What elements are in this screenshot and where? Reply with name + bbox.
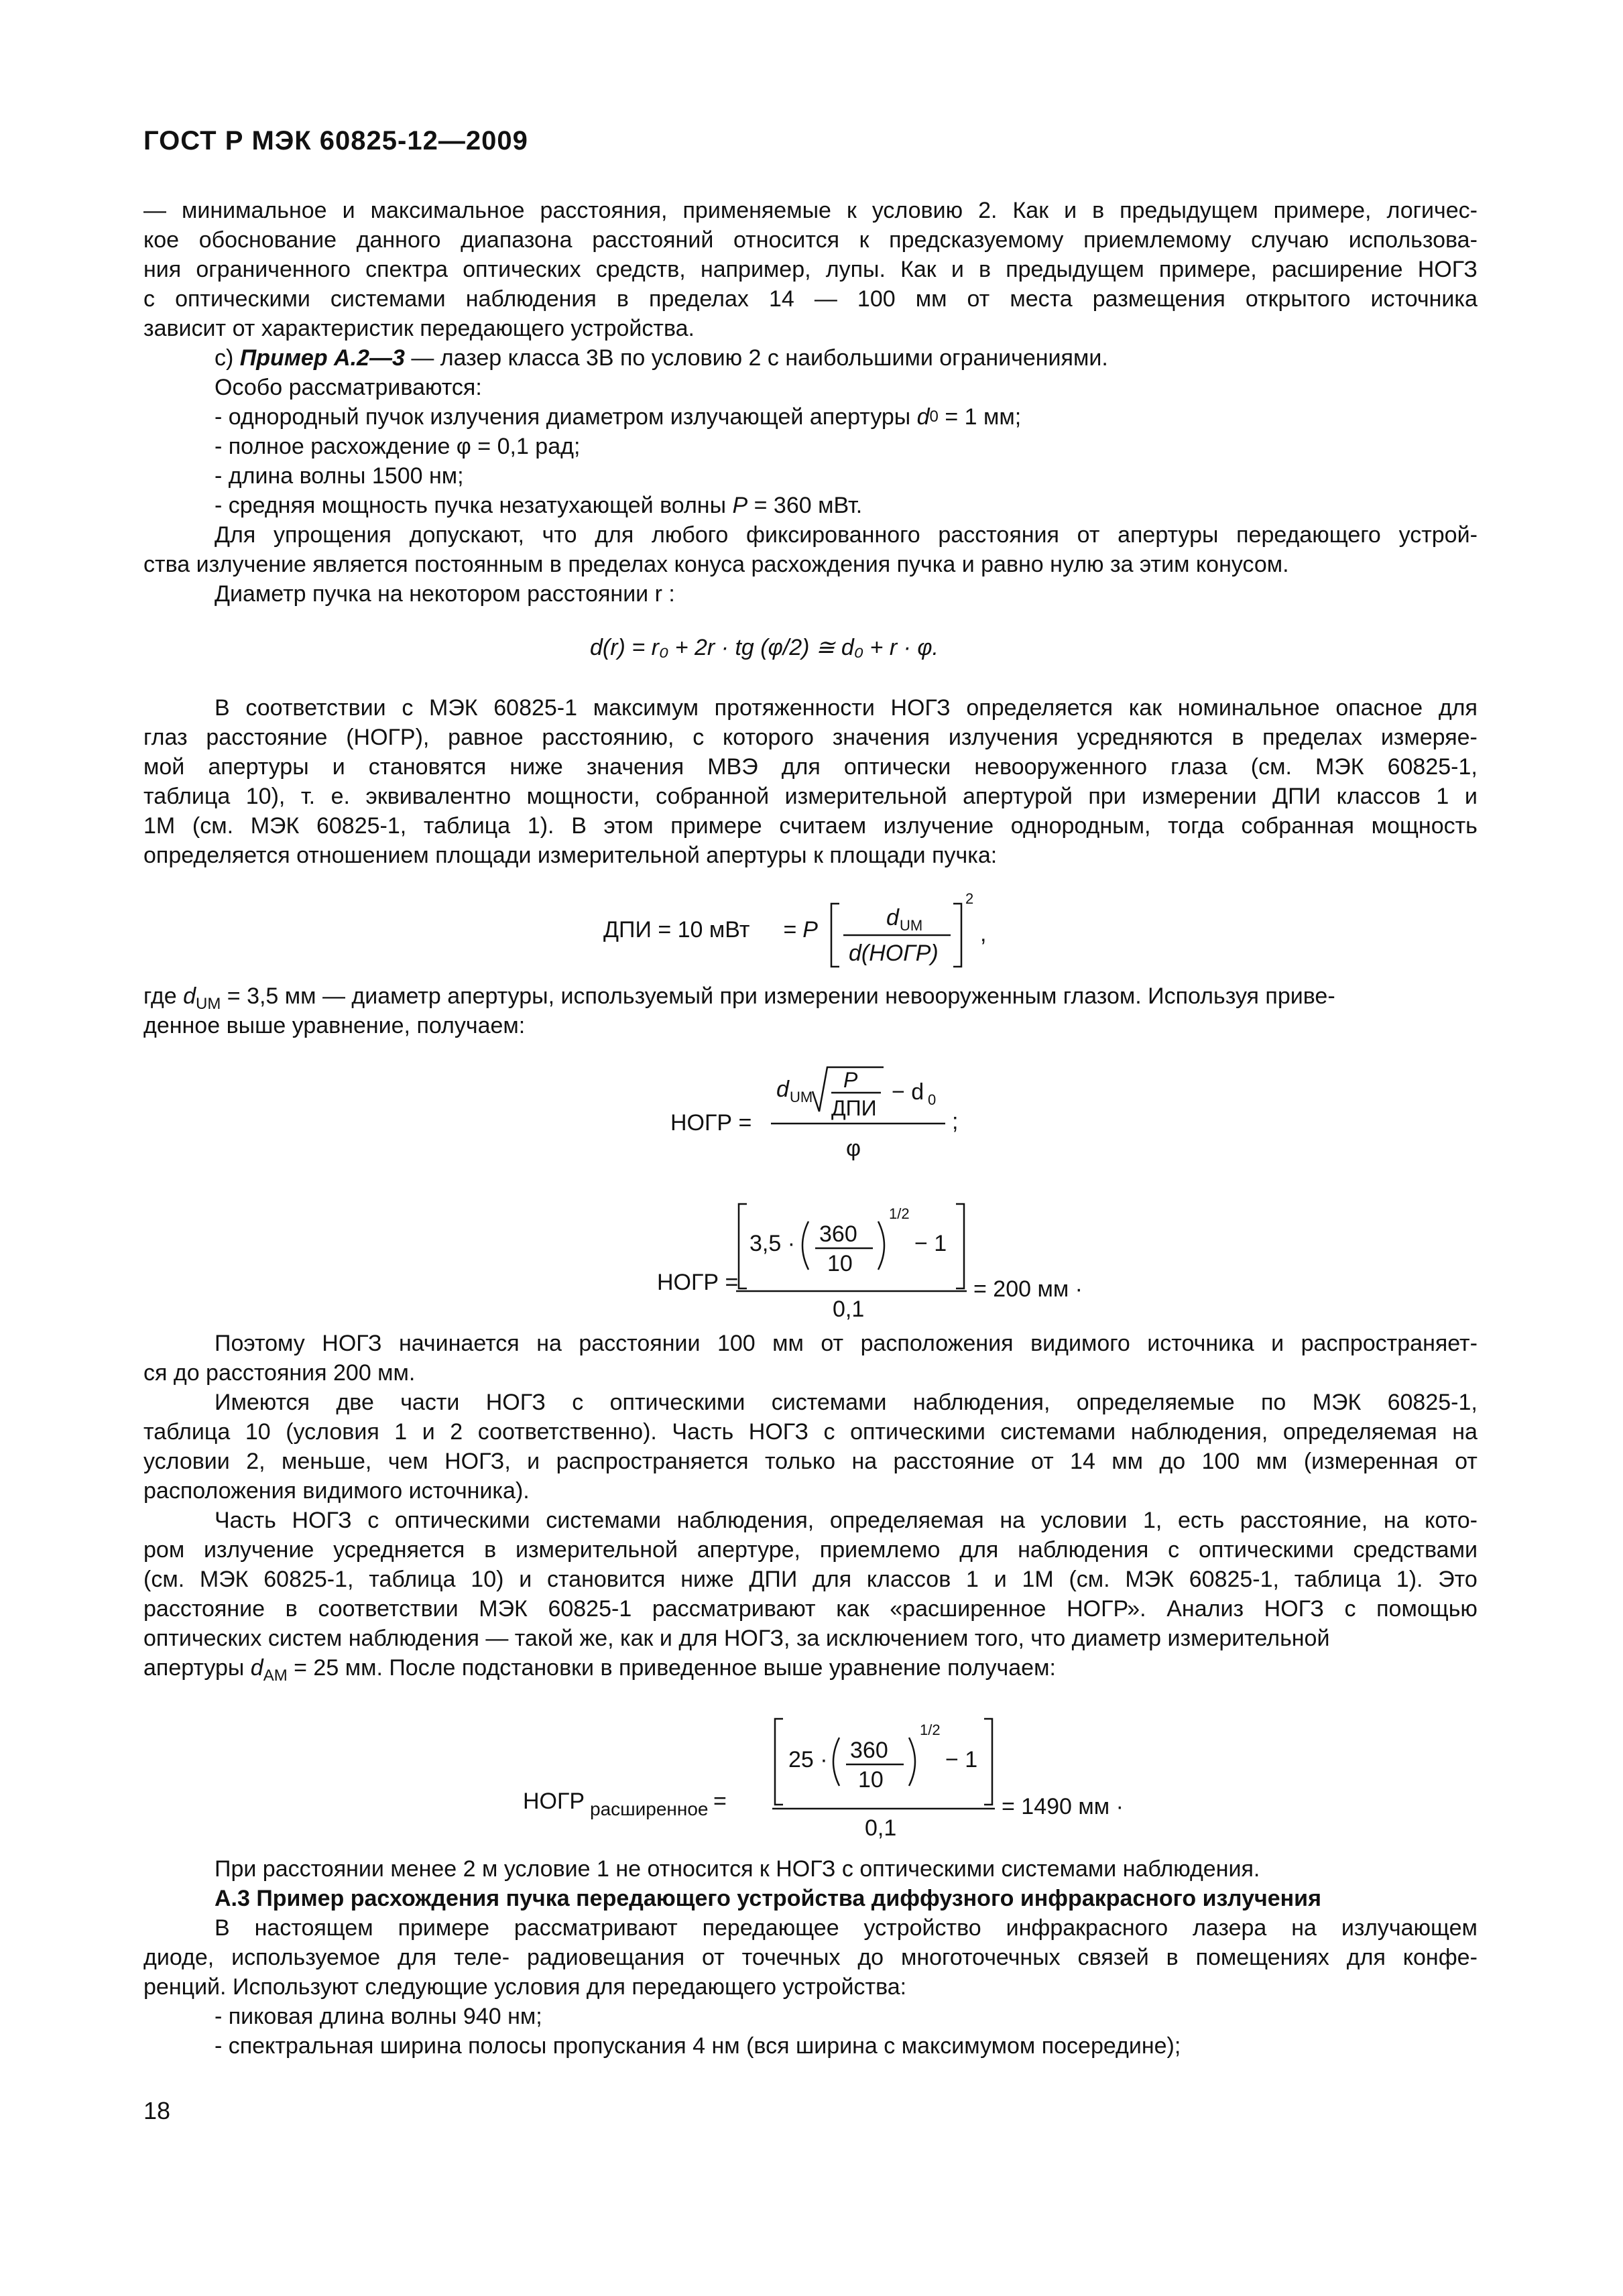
svg-text:3,5 ·: 3,5 · (749, 1231, 796, 1256)
text-line: В соответствии с МЭК 60825-1 максимум протяженности НОГЗ определяется как номинальное опасное для (215, 695, 1478, 721)
svg-text:расширенное: расширенное (590, 1799, 709, 1819)
svg-text:0: 0 (928, 1091, 937, 1108)
list-item: - полное расхождение φ = 0,1 рад; (215, 434, 581, 459)
svg-text:0,1: 0,1 (833, 1296, 865, 1322)
text-line: ром излучение усредняется в измерительной апертуре, приемлемо для наблюдения с оптическими средствами (143, 1537, 1478, 1563)
svg-text:ДПИ: ДПИ (831, 1096, 877, 1120)
list-item: - однородный пучок излучения диаметром излучающей апертуры d 0 = 1 мм; (215, 404, 1022, 430)
svg-text:d: d (776, 1077, 789, 1102)
text-line: ния ограниченного спектра оптических средств, например, лупы. Как и в предыдущем примере, расширение НОГЗ (143, 257, 1478, 282)
paragraph-ir-transmitter (143, 1913, 1478, 2002)
paragraph-extended-nogr (143, 1506, 1478, 1653)
svg-text:2: 2 (965, 890, 974, 907)
svg-text:1/2: 1/2 (920, 1721, 941, 1738)
text-line: 1М (см. МЭК 60825-1, таблица 1). В этом примере считаем излучение однородным, тогда собранная мощность (143, 813, 1478, 839)
text-line: с оптическими системами наблюдения в пределах 14 — 100 мм от места размещения открытого источника (143, 286, 1478, 312)
paragraph-simplification (143, 520, 1478, 579)
svg-text:360: 360 (819, 1221, 857, 1247)
text-line: Часть НОГЗ с оптическими системами наблюдения, определяемая на условии 1, есть расстояние, на кото- (215, 1508, 1478, 1533)
text-line: таблица 10 (условия 1 и 2 соответственно). Часть НОГЗ с оптическими системами наблюдения, определяемая на (143, 1419, 1478, 1445)
text-line: ся до расстояния 200 мм. (143, 1360, 416, 1386)
svg-text:;: ; (952, 1109, 959, 1134)
list-item: - средняя мощность пучка незатухающей волны P = 360 мВт. (215, 493, 863, 518)
text-line: Для упрощения допускают, что для любого фиксированного расстояния от апертуры передающего устрой- (215, 522, 1478, 548)
svg-text:UM: UM (900, 917, 923, 934)
text-line: таблица 10), т. е. эквивалентно мощности, собранной измерительной апертурой при измерении ДПИ классов 1 и (143, 784, 1478, 809)
paragraph-distances (143, 196, 1478, 343)
document-header: ГОСТ Р МЭК 60825-12—2009 (143, 126, 528, 156)
text-line: ренций. Используют следующие условия для передающего устройства: (143, 1974, 907, 2000)
svg-text:НОГР: НОГР (523, 1789, 585, 1814)
svg-text:1/2: 1/2 (889, 1205, 910, 1222)
formula-beam-diameter: d(r) = r₀ + 2r · tg (φ/2) ≅ d₀ + r · φ. (590, 635, 939, 660)
text-line: зависит от характеристик передающего устройства. (143, 316, 695, 341)
list-item: - спектральная ширина полосы пропускания 4 нм (вся ширина с максимумом посередине); (215, 2033, 1181, 2059)
svg-text:360: 360 (850, 1738, 888, 1763)
svg-text:10: 10 (858, 1767, 884, 1793)
diameter-intro: Диаметр пучка на некотором расстоянии r : (215, 581, 675, 607)
text-line: определяется отношением площади измерительной апертуры к площади пучка: (143, 843, 998, 868)
text-line: диоде, используемое для теле- радиовещания от точечных до многоточечных связей в помещениях для конфе- (143, 1945, 1478, 1970)
transmitter-conditions-list (143, 2002, 1478, 2061)
svg-text:= 200 мм ·: = 200 мм · (973, 1276, 1083, 1302)
list-item: - пиковая длина волны 940 нм; (215, 2004, 542, 2029)
equation-nogr-general (670, 1062, 979, 1176)
text-line: В настоящем примере рассматривают передающее устройство инфракрасного лазера на излучающем (215, 1915, 1478, 1941)
paragraph-nogz-definition (143, 693, 1478, 870)
text-line: Поэтому НОГЗ начинается на расстоянии 100 мм от расположения видимого источника и распространяет- (215, 1331, 1478, 1356)
svg-text:,: , (980, 921, 987, 947)
svg-text:ДПИ = 10 мВт: ДПИ = 10 мВт (603, 917, 750, 943)
paragraph-dum: где $d_{UM} = 3,5$ мм — диаметр апертуры, используемый при измерении невооруженным глазом. Используя приве- денное выше уравнение, получаем: (143, 983, 1335, 1038)
equation-nogr-200 (657, 1197, 1126, 1322)
text-line: ства излучение является постоянным в пределах конуса расхождения пучка и равно нулю за этим конусом. (143, 552, 1289, 577)
example-heading (143, 343, 1478, 373)
text-line: Имеются две части НОГЗ с оптическими системами наблюдения, определяемые по МЭК 60825-1, (215, 1390, 1478, 1415)
equation-dpi (603, 884, 1019, 977)
svg-text:НОГР =: НОГР = (657, 1270, 739, 1295)
paragraph-two-parts (143, 1388, 1478, 1506)
paragraph-extended-nogr-last: апертуры $d_{AM} = 25$ мм. После подстановки в приведенное выше уравнение получаем: (143, 1655, 1056, 1685)
svg-text:d: d (886, 905, 899, 930)
svg-text:= P: = P (783, 917, 818, 943)
svg-text:10: 10 (827, 1251, 853, 1276)
text-line: расстояние в соответствии МЭК 60825-1 рассматривают как «расширенное НОГР». Анализ НОГЗ с помощью (143, 1596, 1478, 1622)
example-block (143, 343, 1478, 520)
text-line: условии 2, меньше, чем НОГЗ, и распространяется только на расстояние от 14 мм до 100 мм (измеренная от (143, 1449, 1478, 1474)
section-heading-a3: А.3 Пример расхождения пучка передающего устройства диффузного инфракрасного излучения (215, 1886, 1321, 1911)
example-label: Пример А.2—3 (239, 345, 405, 371)
svg-text:UM: UM (790, 1089, 813, 1105)
equation-nogr-extended (523, 1711, 1180, 1842)
svg-text:P: P (843, 1068, 858, 1092)
example-description: — лазер класса 3В по условию 2 с наибольшими ограничениями. (404, 345, 1108, 371)
text-line: — минимальное и максимальное расстояния, применяемые к условию 2. Как и в предыдущем примере, логичес- (143, 198, 1478, 223)
special-intro: Особо рассматриваются: (215, 375, 482, 400)
svg-text:= 1490 мм ·: = 1490 мм · (1002, 1794, 1124, 1819)
text-line: оптических систем наблюдения — такой же, как и для НОГЗ, за исключением того, что диаметр измерительной (143, 1626, 1330, 1651)
page-number: 18 (143, 2097, 171, 2124)
svg-text:25 ·: 25 · (788, 1747, 828, 1772)
svg-text:0,1: 0,1 (865, 1815, 897, 1841)
paragraph-nogz-range (143, 1329, 1478, 1388)
text-line: кое обоснование данного диапазона расстояний относится к предсказуемому приемлемому случаю использова- (143, 227, 1478, 253)
paragraph-less-than-2m: При расстоянии менее 2 м условие 1 не относится к НОГЗ с оптическими системами наблюдения. А.3 Пример расхождения пучка передающего устройства диффузного инфракрасного излучения (143, 1854, 1478, 1913)
text-line: мой апертуры и становятся ниже значения МВЭ для оптически невооруженного глаза (см. МЭК 60825-1, (143, 754, 1478, 780)
svg-text:− d: − d (892, 1079, 924, 1105)
svg-text:− 1: − 1 (914, 1231, 947, 1256)
example-prefix: с) (215, 345, 240, 371)
text-line: (см. МЭК 60825-1, таблица 10) и становится ниже ДПИ для классов 1 и 1М (см. МЭК 60825-1, таблица 1). Это (143, 1567, 1478, 1592)
svg-text:φ: φ (846, 1136, 861, 1161)
svg-text:=: = (713, 1789, 727, 1814)
svg-text:d(НОГР): d(НОГР) (849, 941, 939, 966)
text-line: расположения видимого источника). (143, 1478, 530, 1504)
list-item: - длина волны 1500 нм; (215, 463, 464, 489)
svg-text:НОГР =: НОГР = (670, 1110, 752, 1136)
svg-text:− 1: − 1 (945, 1747, 978, 1772)
text-line: глаз расстояние (НОГР), равное расстоянию, с которого значения излучения усредняются в пределах измеряе- (143, 725, 1478, 750)
